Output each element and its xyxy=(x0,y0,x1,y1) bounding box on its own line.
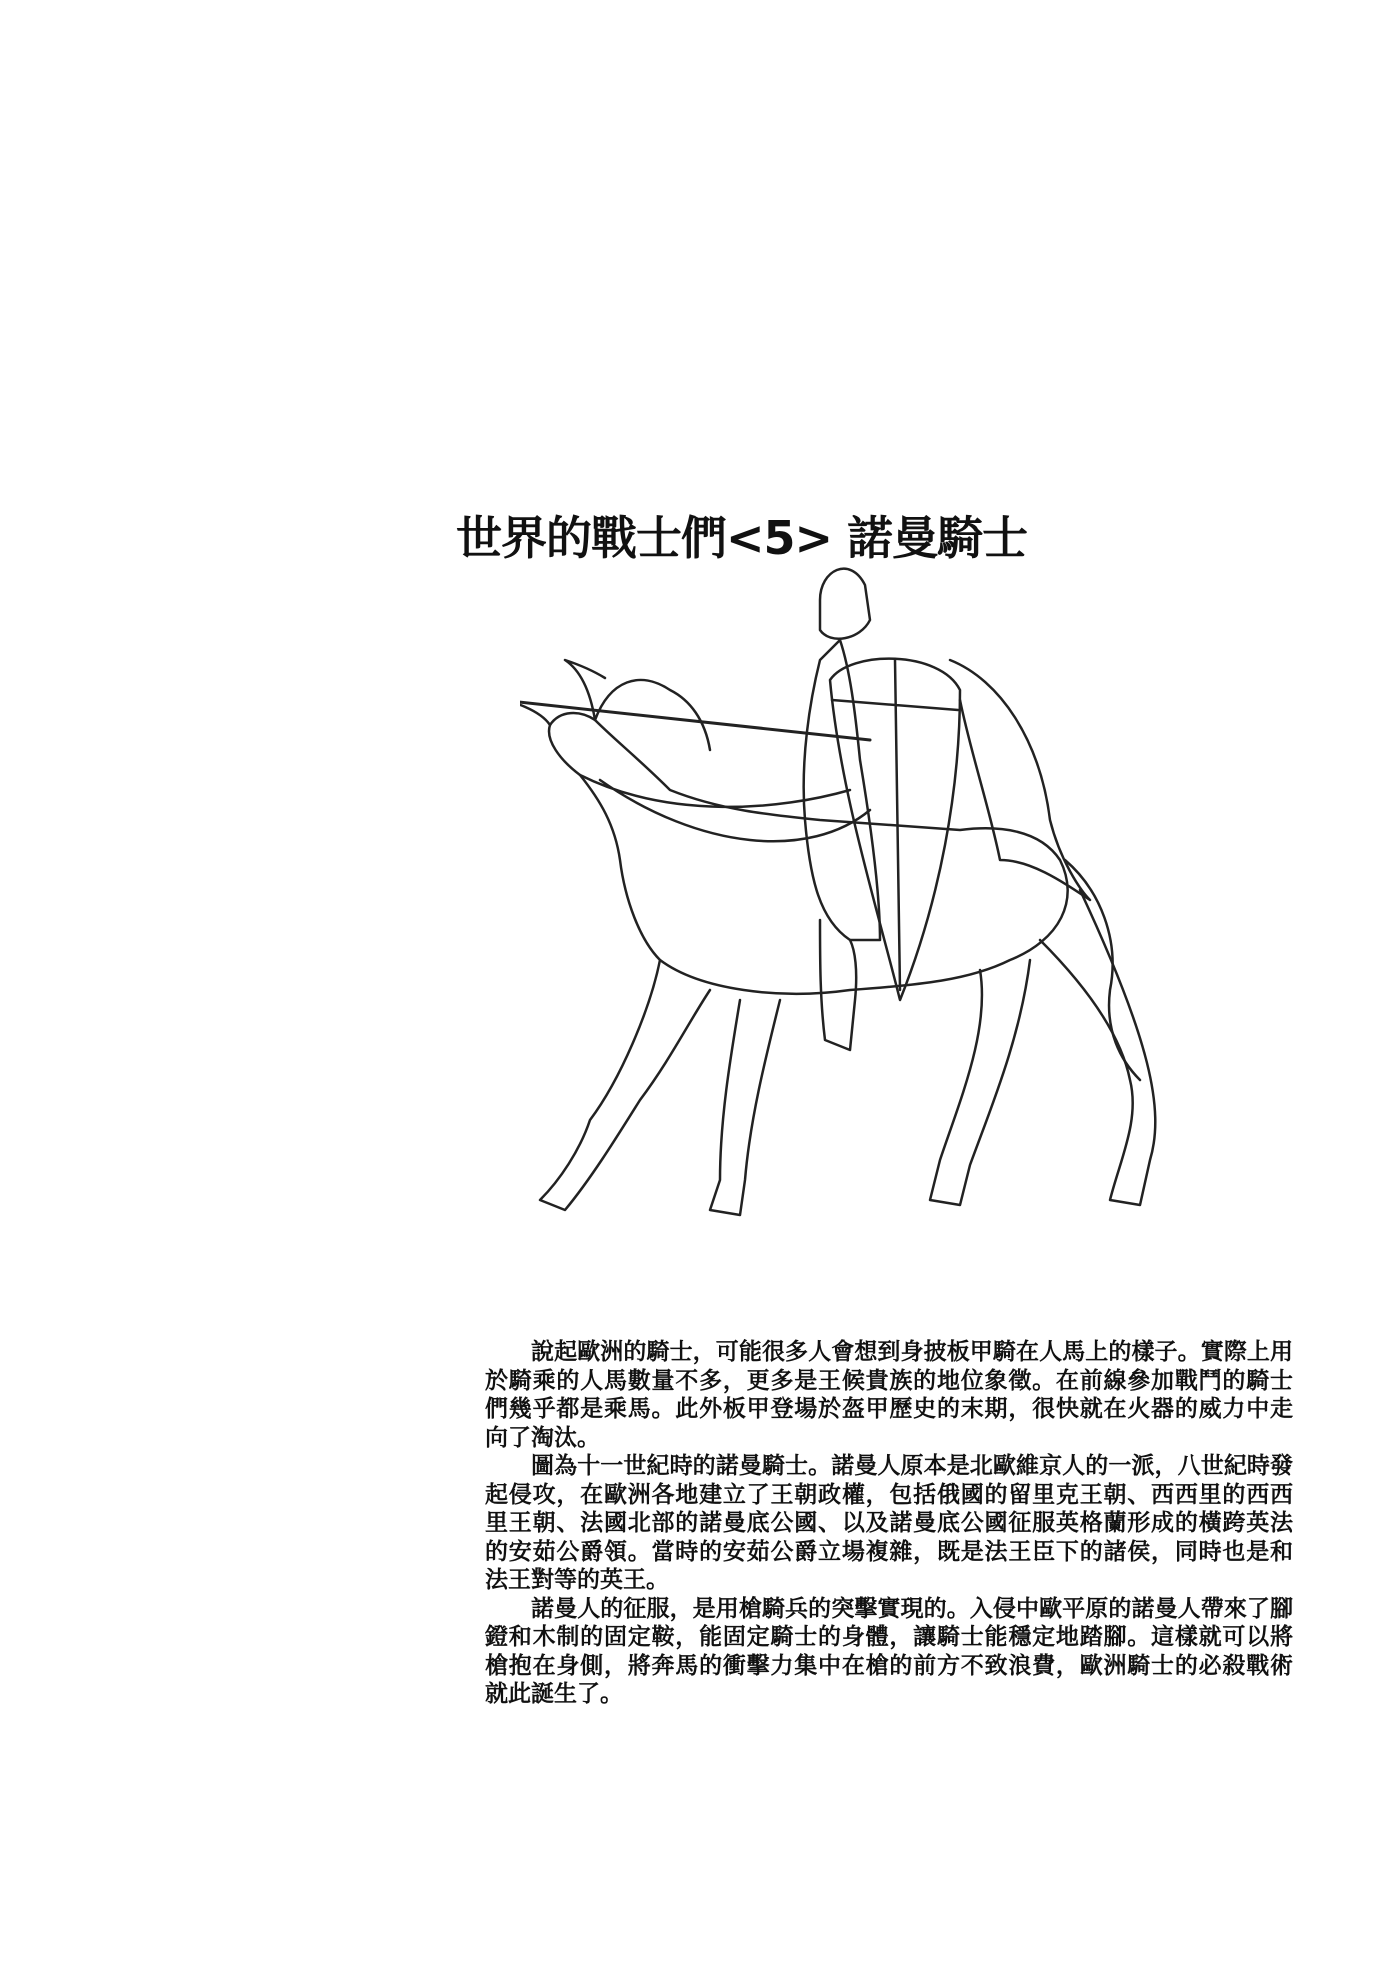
lance xyxy=(520,700,870,740)
paragraph xyxy=(485,1338,1293,1452)
rider-legs xyxy=(820,920,856,1050)
reins xyxy=(580,775,870,841)
text-line: 說起歐洲的騎士，可能很多人會想到身披板甲騎在人馬上的樣子。實際上用 xyxy=(531,1338,1293,1365)
text-line: 里王朝、法國北部的諾曼底公國、以及諾曼底公國征服英格蘭形成的橫跨英法 xyxy=(485,1509,1293,1536)
text-line: 鐙和木制的固定鞍，能固定騎士的身體，讓騎士能穩定地踏腳。這樣就可以將 xyxy=(485,1623,1293,1650)
norman-knight-illustration xyxy=(520,560,1200,1320)
text-line: 的安茹公爵領。當時的安茹公爵立場複雜，既是法王臣下的諸侯，同時也是和 xyxy=(485,1537,1293,1565)
text-line: 於騎乘的人馬數量不多，更多是王候貴族的地位象徵。在前線參加戰鬥的騎士 xyxy=(485,1366,1293,1394)
text-line: 們幾乎都是乘馬。此外板甲登場於盔甲歷史的末期，很快就在火器的威力中走 xyxy=(485,1395,1293,1422)
text-line: 諾曼人的征服，是用槍騎兵的突擊實現的。入侵中歐平原的諾曼人帶來了腳 xyxy=(531,1594,1293,1622)
horse-tail xyxy=(1065,860,1140,1080)
paragraph xyxy=(485,1595,1293,1709)
article-body xyxy=(485,1338,1293,1709)
text-line: 就此誕生了。 xyxy=(485,1680,623,1707)
text-line: 向了淘汰。 xyxy=(485,1423,600,1451)
paragraph xyxy=(485,1452,1293,1595)
text-line: 法王對等的英王。 xyxy=(485,1566,669,1593)
page-title: 世界的戰士們<5> 諾曼騎士 xyxy=(456,511,1028,565)
text-line: 圖為十一世紀時的諾曼騎士。諾曼人原本是北歐維京人的一派，八世紀時發 xyxy=(531,1452,1293,1479)
rider-body xyxy=(804,640,880,940)
text-line: 槍抱在身側，將奔馬的衝擊力集中在槍的前方不致浪費，歐洲騎士的必殺戰術 xyxy=(485,1651,1293,1679)
helmet xyxy=(820,569,870,639)
text-line: 起侵攻，在歐洲各地建立了王朝政權，包括俄國的留里克王朝、西西里的西西 xyxy=(485,1480,1293,1508)
